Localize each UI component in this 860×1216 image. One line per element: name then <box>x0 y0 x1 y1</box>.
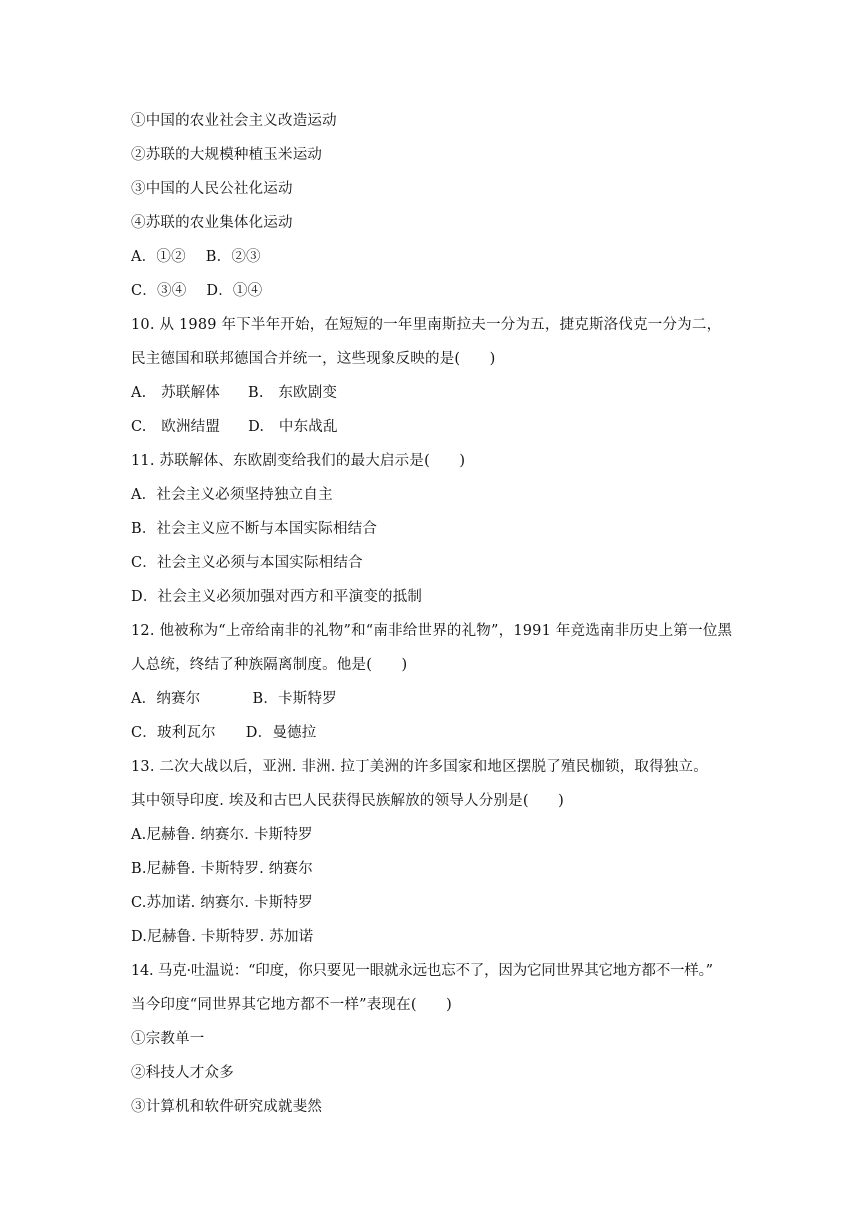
q12-option-a: A．纳赛尔 <box>131 691 201 707</box>
q10-option-c: C. 欧洲结盟 <box>131 419 221 435</box>
q12-option-b: B．卡斯特罗 <box>252 691 337 707</box>
q10-options-cd <box>131 416 751 450</box>
q11-stem: 11. 苏联解体、东欧剧变给我们的最大启示是( ) <box>131 453 466 469</box>
q9-item-4: ④苏联的农业集体化运动 <box>131 215 293 231</box>
document-page <box>131 110 751 1130</box>
q11-option-d: D．社会主义必须加强对西方和平演变的抵制 <box>131 589 423 605</box>
q11-option-b: B．社会主义应不断与本国实际相结合 <box>131 521 378 537</box>
q10-stem-line-1: 10. 从 1989 年下半年开始，在短短的一年里南斯拉夫一分为五，捷克斯洛伐克一分为二， <box>131 317 722 333</box>
q12-options-ab <box>131 688 751 722</box>
q11-option-c: C．社会主义必须与本国实际相结合 <box>131 555 363 571</box>
q12-stem-line-2: 人总统，终结了种族隔离制度。他是( ) <box>131 657 408 673</box>
q9-option-d: D．①④ <box>206 283 263 299</box>
q9-options-cd <box>131 280 751 314</box>
q9-option-b: B．②③ <box>205 249 261 265</box>
q12-option-d: D．曼德拉 <box>245 725 317 741</box>
q9-option-a: A．①② <box>131 249 186 265</box>
q13-stem-line-2: 其中领导印度. 埃及和古巴人民获得民族解放的领导人分别是( ) <box>131 793 564 809</box>
q13-stem-line-1: 13. 二次大战以后，亚洲. 非洲. 拉丁美洲的许多国家和地区摆脱了殖民枷锁，取得独立。 <box>131 759 708 775</box>
q12-options-cd <box>131 722 751 756</box>
q13-option-a: A.尼赫鲁. 纳赛尔. 卡斯特罗 <box>131 827 313 843</box>
q9-option-c: C．③④ <box>131 283 187 299</box>
q9-item-2: ②苏联的大规模种植玉米运动 <box>131 147 323 163</box>
q14-item-2: ②科技人才众多 <box>131 1065 234 1081</box>
q13-option-d: D.尼赫鲁. 卡斯特罗. 苏加诺 <box>131 929 314 945</box>
q12-option-c: C．玻利瓦尔 <box>131 725 216 741</box>
q10-option-a: A. 苏联解体 <box>131 385 220 401</box>
q9-options-ab <box>131 246 751 280</box>
q13-option-c: C.苏加诺. 纳赛尔. 卡斯特罗 <box>131 895 313 911</box>
q10-stem-line-2: 民主德国和联邦德国合并统一，这些现象反映的是( ) <box>131 351 496 367</box>
q11-option-a: A．社会主义必须坚持独立自主 <box>131 487 333 503</box>
q14-item-3: ③计算机和软件研究成就斐然 <box>131 1099 323 1115</box>
q9-item-1: ①中国的农业社会主义改造运动 <box>131 113 337 129</box>
q14-stem-line-1: 14. 马克·吐温说：“印度，你只要见一眼就永远也忘不了，因为它同世界其它地方都不一样。” <box>131 963 713 979</box>
q10-option-d: D. 中东战乱 <box>248 419 338 435</box>
q13-option-b: B.尼赫鲁. 卡斯特罗. 纳赛尔 <box>131 861 313 877</box>
q14-stem-line-2: 当今印度“同世界其它地方都不一样”表现在( ) <box>131 997 452 1013</box>
q12-stem-line-1: 12. 他被称为“上帝给南非的礼物”和“南非给世界的礼物”，1991 年竞选南非历史上第一位黑 <box>131 623 733 639</box>
q10-option-b: B. 东欧剧变 <box>247 385 338 401</box>
q14-item-1: ①宗教单一 <box>131 1031 205 1047</box>
q10-options-ab <box>131 382 751 416</box>
q9-item-3: ③中国的人民公社化运动 <box>131 181 293 197</box>
